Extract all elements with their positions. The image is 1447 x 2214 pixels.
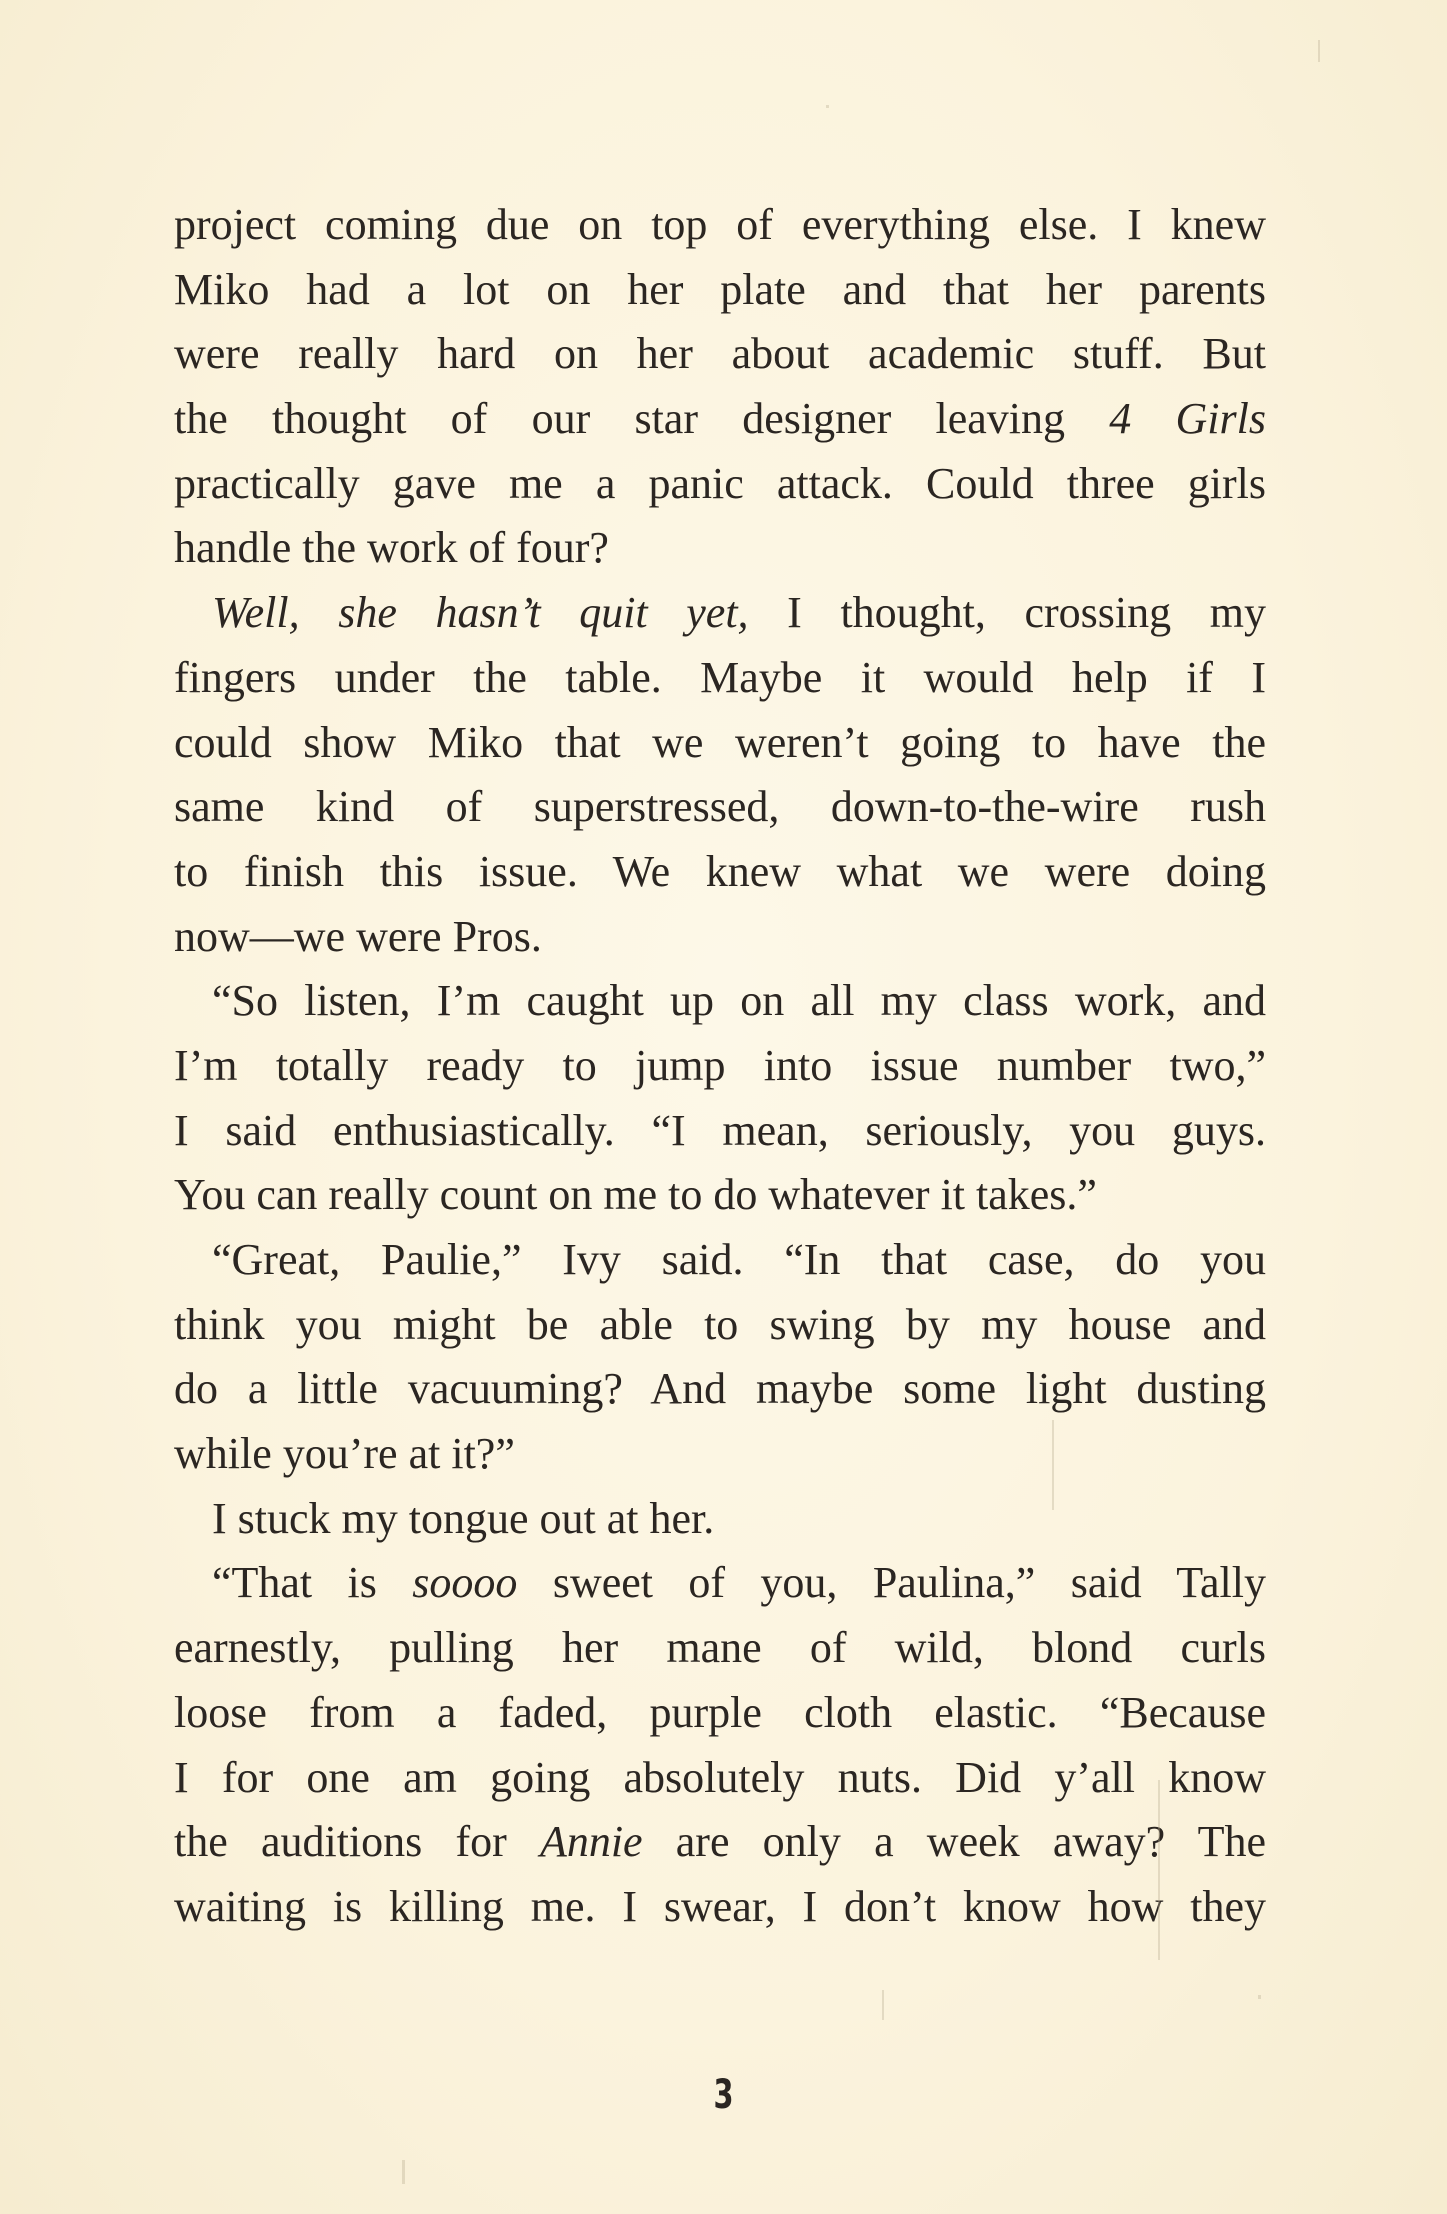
- text-segment: are only a week away? The: [642, 1817, 1266, 1867]
- text-segment: You can really count on me to do whatever it takes.”: [174, 1170, 1097, 1220]
- text-segment: “So listen, I’m caught up on all my class work, and: [212, 976, 1266, 1026]
- text-line: [174, 322, 1266, 387]
- italic-text: soooo: [412, 1558, 518, 1608]
- text-line: [174, 516, 1266, 581]
- text-line: [174, 1875, 1266, 1940]
- text-line: [174, 1487, 1266, 1552]
- text-segment: I thought, crossing my: [748, 588, 1266, 638]
- text-segment: I stuck my tongue out at her.: [212, 1493, 715, 1543]
- paper-speck: [1052, 1420, 1054, 1510]
- text-line: [174, 1099, 1266, 1164]
- text-line: [174, 1034, 1266, 1099]
- text-line: [174, 1357, 1266, 1422]
- text-line: [174, 775, 1266, 840]
- text-segment: fingers under the table. Maybe it would help if I: [174, 652, 1266, 702]
- text-line: [174, 840, 1266, 905]
- text-segment: while you’re at it?”: [174, 1429, 515, 1479]
- paper-speck: [1258, 1995, 1261, 1999]
- text-line: [174, 1616, 1266, 1681]
- text-segment: Miko had a lot on her plate and that her parents: [174, 264, 1266, 314]
- page-number: 3: [713, 2072, 734, 2118]
- text-segment: the auditions for: [174, 1817, 540, 1867]
- text-segment: earnestly, pulling her mane of wild, blond curls: [174, 1623, 1266, 1673]
- paper-speck: [882, 1990, 884, 2020]
- text-segment: practically gave me a panic attack. Could three girls: [174, 458, 1266, 508]
- text-segment: same kind of superstressed, down-to-the-wire rush: [174, 782, 1266, 832]
- text-segment: “Great, Paulie,” Ivy said. “In that case, do you: [212, 1235, 1266, 1284]
- text-line: [174, 193, 1266, 258]
- text-segment: project coming due on top of everything else. I knew: [174, 200, 1266, 249]
- text-segment: sweet of you, Paulina,” said Tally: [517, 1558, 1266, 1608]
- text-segment: think you might be able to swing by my house and: [174, 1299, 1266, 1349]
- paper-speck: [1158, 1780, 1160, 1960]
- text-line: [174, 1746, 1266, 1811]
- text-segment: waiting is killing me. I swear, I don’t know how they: [174, 1881, 1266, 1931]
- italic-text: Annie: [539, 1817, 643, 1867]
- text-line: [174, 387, 1266, 452]
- text-line: [174, 969, 1266, 1034]
- text-segment: now—we were Pros.: [174, 911, 542, 961]
- text-segment: handle the work of four?: [174, 523, 609, 573]
- text-line: [174, 711, 1266, 776]
- text-segment: I said enthusiastically. “I mean, seriously, you guys.: [174, 1105, 1266, 1155]
- text-segment: I for one am going absolutely nuts. Did y’all know: [174, 1752, 1266, 1802]
- text-line: [174, 1293, 1266, 1358]
- paper-speck: [826, 105, 829, 108]
- text-line: [174, 1551, 1266, 1616]
- text-segment: do a little vacuuming? And maybe some light dusting: [174, 1364, 1266, 1414]
- text-line: [174, 1810, 1266, 1875]
- body-text: [174, 193, 1266, 1940]
- text-line: [174, 646, 1266, 711]
- text-line: [174, 1228, 1266, 1293]
- text-line: [174, 1681, 1266, 1746]
- text-line: [174, 581, 1266, 646]
- text-segment: I’m totally ready to jump into issue number two,”: [174, 1040, 1266, 1090]
- text-segment: were really hard on her about academic stuff. But: [174, 329, 1266, 379]
- text-line: [174, 905, 1266, 970]
- text-segment: loose from a faded, purple cloth elastic. “Because: [174, 1687, 1266, 1737]
- italic-text: 4 Girls: [1109, 394, 1266, 444]
- text-segment: the thought of our star designer leaving: [174, 394, 1110, 444]
- paper-speck: [402, 2160, 405, 2184]
- text-segment: “That is: [212, 1558, 413, 1608]
- text-line: [174, 452, 1266, 517]
- text-segment: could show Miko that we weren’t going to have the: [174, 717, 1266, 767]
- text-segment: to finish this issue. We knew what we were doing: [174, 846, 1266, 896]
- paper-speck: [1318, 40, 1320, 62]
- text-line: [174, 1163, 1266, 1228]
- text-line: [174, 1422, 1266, 1487]
- italic-text: Well, she hasn’t quit yet,: [212, 588, 749, 638]
- text-line: [174, 258, 1266, 323]
